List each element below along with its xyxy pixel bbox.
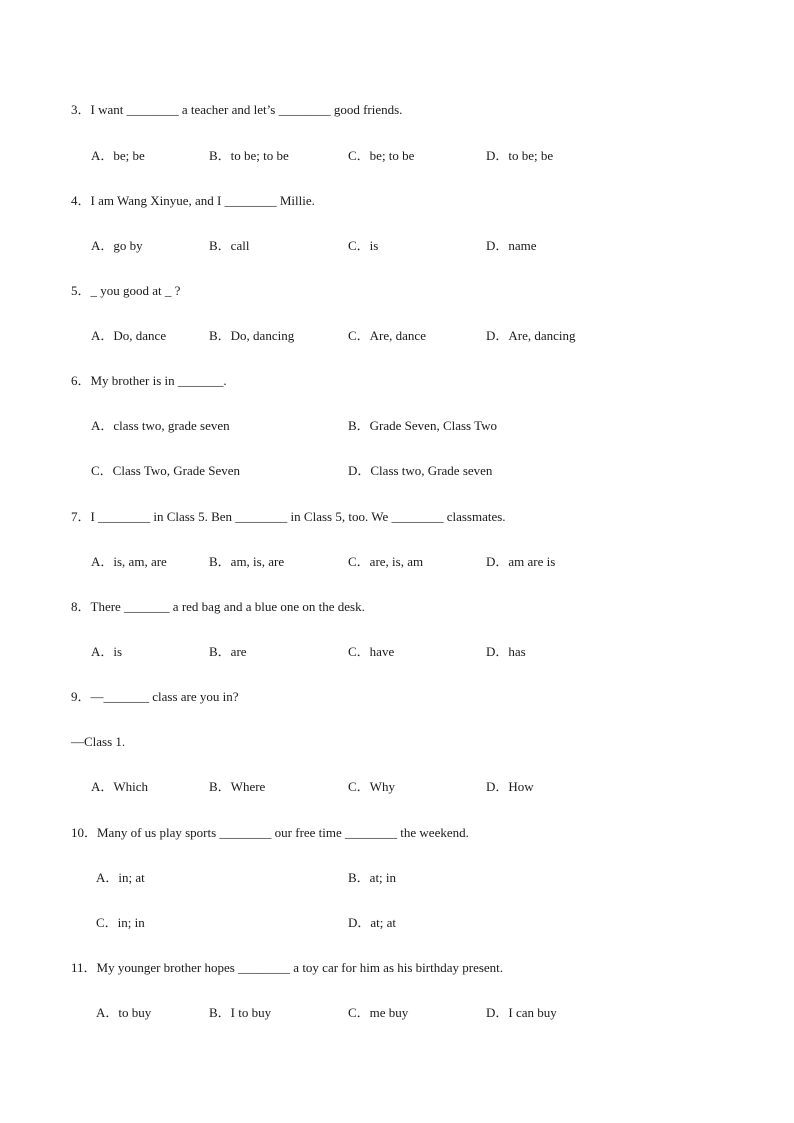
question-10-option-d[interactable]: D．at; at [348, 915, 397, 930]
question-3-option-c[interactable]: C．be; to be [348, 148, 415, 163]
question-9-option-a[interactable]: A．Which [91, 779, 149, 794]
question-4-option-d[interactable]: D．name [486, 238, 537, 253]
question-5-option-c[interactable]: C．Are, dance [348, 328, 426, 343]
question-3-option-b[interactable]: B．to be; to be [209, 148, 289, 163]
question-5-option-a[interactable]: A．Do, dance [91, 328, 167, 343]
question-3-stem: 3．I want ________ a teacher and let’s ________ good friends. [71, 102, 403, 117]
question-6-stem: 6．My brother is in _______. [71, 373, 227, 388]
question-7-option-c[interactable]: C．are, is, am [348, 554, 424, 569]
question-5-option-b[interactable]: B．Do, dancing [209, 328, 295, 343]
question-9-option-d[interactable]: D．How [486, 779, 534, 794]
question-11-option-b[interactable]: B．I to buy [209, 1005, 272, 1020]
question-9-option-c[interactable]: C．Why [348, 779, 395, 794]
question-6-option-b[interactable]: B．Grade Seven, Class Two [348, 418, 498, 433]
question-10-option-b[interactable]: B．at; in [348, 870, 397, 885]
question-11-option-c[interactable]: C．me buy [348, 1005, 409, 1020]
question-4-option-c[interactable]: C．is [348, 238, 379, 253]
question-10-option-a[interactable]: A．in; at [96, 870, 145, 885]
question-9-answer-line: —Class 1. [71, 734, 126, 749]
question-5-stem: 5．_ you good at _ ? [71, 283, 181, 298]
question-7-option-d[interactable]: D．am are is [486, 554, 556, 569]
question-7-option-b[interactable]: B．am, is, are [209, 554, 285, 569]
question-11-option-d[interactable]: D．I can buy [486, 1005, 557, 1020]
question-3-option-d[interactable]: D．to be; be [486, 148, 554, 163]
question-4-option-b[interactable]: B．call [209, 238, 250, 253]
question-9-option-b[interactable]: B．Where [209, 779, 266, 794]
question-4-option-a[interactable]: A．go by [91, 238, 143, 253]
question-4-stem: 4．I am Wang Xinyue, and I ________ Millie. [71, 193, 315, 208]
question-8-option-a[interactable]: A．is [91, 644, 123, 659]
question-6-option-d[interactable]: D．Class two, Grade seven [348, 463, 493, 478]
question-8-option-b[interactable]: B．are [209, 644, 247, 659]
question-9-stem: 9．—_______ class are you in? [71, 689, 239, 704]
question-7-option-a[interactable]: A．is, am, are [91, 554, 167, 569]
question-11-stem: 11．My younger brother hopes ________ a toy car for him as his birthday present. [71, 960, 504, 975]
question-11-option-a[interactable]: A．to buy [96, 1005, 152, 1020]
question-10-option-c[interactable]: C．in; in [96, 915, 145, 930]
question-10-stem: 10．Many of us play sports ________ our free time ________ the weekend. [71, 825, 469, 840]
question-5-option-d[interactable]: D．Are, dancing [486, 328, 576, 343]
question-6-option-a[interactable]: A．class two, grade seven [91, 418, 230, 433]
question-7-stem: 7．I ________ in Class 5. Ben ________ in Class 5, too. We ________ classmates. [71, 509, 506, 524]
question-8-option-d[interactable]: D．has [486, 644, 526, 659]
question-6-option-c[interactable]: C．Class Two, Grade Seven [91, 463, 241, 478]
question-8-stem: 8．There _______ a red bag and a blue one on the desk. [71, 599, 365, 614]
question-8-option-c[interactable]: C．have [348, 644, 395, 659]
question-3-option-a[interactable]: A．be; be [91, 148, 145, 163]
